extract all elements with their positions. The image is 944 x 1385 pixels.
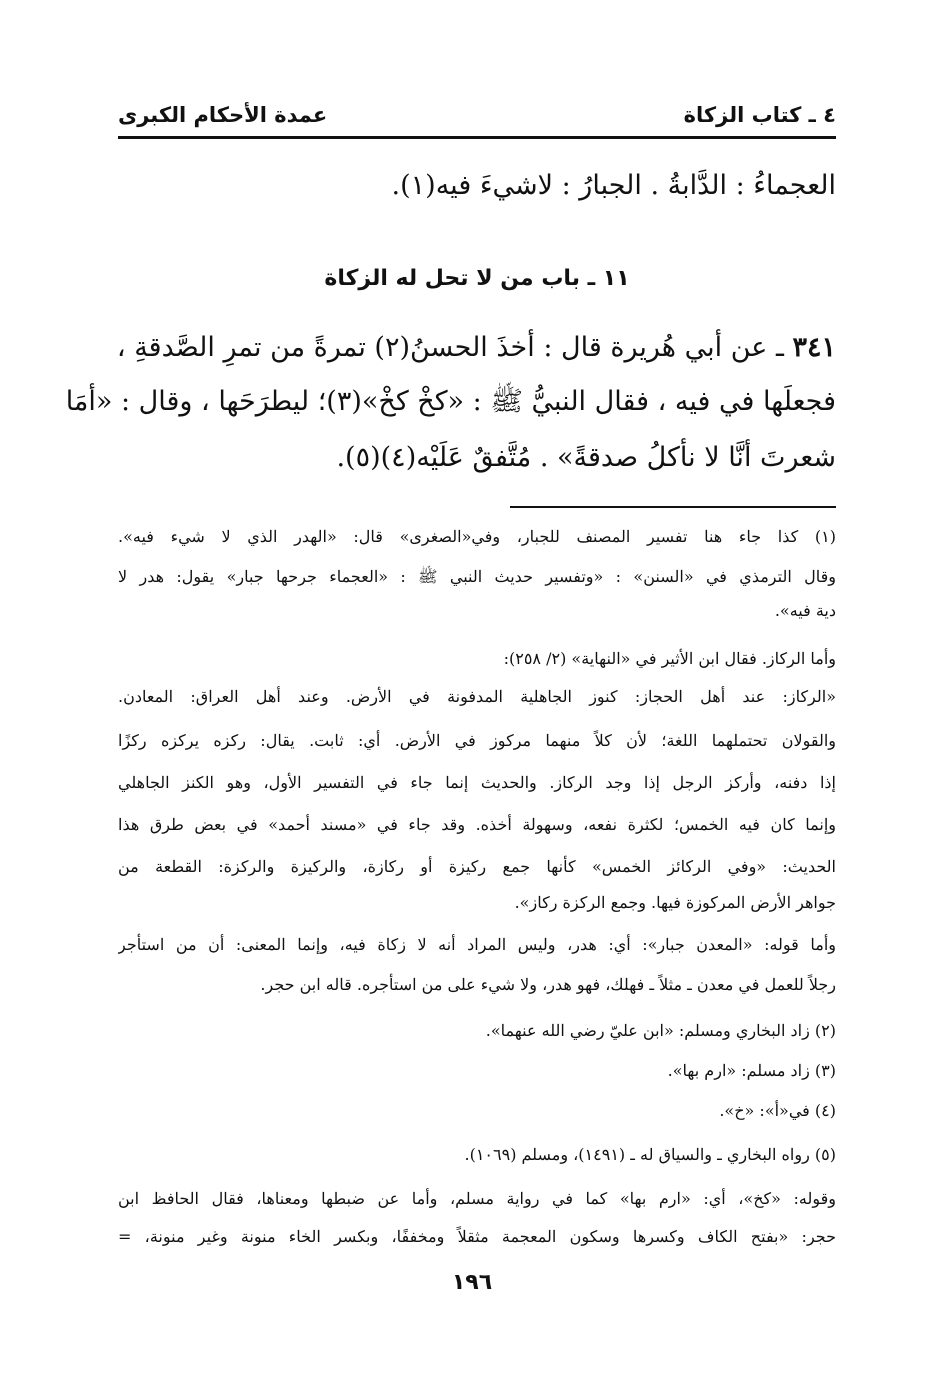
footnote-line: إذا دفنه، وأركز الرجل إذا وجد الركاز. والحديث إنما جاء في التفسير الأول، وهو الكنز الجاهلي <box>118 773 836 792</box>
hadith-line-2: فجعلَها في فيه ، فقال النبيُّ ﷺ : «كخْ كخْ»(٣)؛ ليطرَحَها ، وقال : «أمَا <box>65 386 836 417</box>
hadith-text: ـ عن أبي هُريرة قال : أخذَ الحسنُ(٢) تمرةً من تمرِ الصَّدقةِ ، <box>116 332 784 363</box>
footnote-line: (١) كذا جاء هنا تفسير المصنف للجبار، وفي«الصغرى» قال: «الهدر الذي لا شيء فيه». <box>118 527 836 546</box>
running-header <box>118 100 836 134</box>
footnote-separator <box>510 506 836 508</box>
footnote-line: وقال الترمذي في «السنن» : «وتفسير حديث النبي ﷺ : «العجماء جرحها جبار» يقول: هدر لا <box>118 567 836 586</box>
book-title: عمدة الأحكام الكبرى <box>118 103 328 127</box>
chapter-title: ٤ ـ كتاب الزكاة <box>683 103 836 127</box>
footnote-line: الحديث: «وفي الركائز الخمس» كأنها جمع ركيزة أو ركازة، والركيزة والركزة: القطعة من <box>118 857 836 876</box>
page-number: ١٩٦ <box>451 1270 493 1295</box>
footnote-line: (٣) زاد مسلم: «ارم بها». <box>667 1061 836 1080</box>
footnote-line: جواهر الأرض المركوزة فيها. وجمع الركزة ركاز». <box>514 893 836 912</box>
footnote-line: والقولان تحتملهما اللغة؛ لأن كلاً منهما مركوز في الأرض. أي: ثابت. يقال: ركزه يركزه ركزًا <box>118 731 836 750</box>
intro-line: العجماءُ : الدَّابةُ . الجبارُ : لاشيءَ فيه(١). <box>391 170 836 201</box>
footnote-line: (٤) في«أ»: «خ». <box>719 1101 836 1120</box>
header-rule <box>118 136 836 139</box>
footnote-line: وأما الركاز. فقال ابن الأثير في «النهاية» (٢/ ٢٥٨): <box>503 649 836 668</box>
footnote-line: وأما قوله: «المعدن جبار»: أي: هدر، وليس المراد أنه لا زكاة فيه، وإنما المعنى: أن من استأجر <box>118 935 836 954</box>
footnote-line: «الركاز: عند أهل الحجاز: كنوز الجاهلية المدفونة في الأرض. وعند أهل العراق: المعادن. <box>118 687 836 706</box>
hadith-number: ٣٤١ <box>792 332 836 363</box>
footnote-line: دية فيه». <box>774 601 836 620</box>
footnote-line: وقوله: «كخ»، أي: «ارم بها» كما في رواية مسلم، وأما عن ضبطها ومعناها، فقال الحافظ ابن <box>118 1189 836 1208</box>
footnote-line: وإنما كان فيه الخمس؛ لكثرة نفعه، وسهولة أخذه. وقد جاء في «مسند أحمد» في بعض طرق هذا <box>118 815 836 834</box>
section-heading: ١١ ـ باب من لا تحل له الزكاة <box>324 266 630 291</box>
footnote-line: (٥) رواه البخاري ـ والسياق له ـ (١٤٩١)، ومسلم (١٠٦٩). <box>464 1145 836 1164</box>
hadith-line-3: شعرتَ أنَّا لا نأكلُ صدقةً» . مُتَّفقٌ عَلَيْه(٤)(٥). <box>336 442 836 473</box>
hadith-line-1 <box>118 330 836 366</box>
footnote-line: حجر: «بفتح الكاف وكسرها وسكون المعجمة مثقلاً ومخففًا، وبكسر الخاء منونة وغير منونة، = <box>118 1227 836 1246</box>
footnote-line: (٢) زاد البخاري ومسلم: «ابن عليّ رضي الله عنهما». <box>485 1021 836 1040</box>
footnote-line: رجلاً للعمل في معدن ـ مثلاً ـ فهلك، فهو هدر، ولا شيء على من استأجره. قاله ابن حجر. <box>260 975 836 994</box>
